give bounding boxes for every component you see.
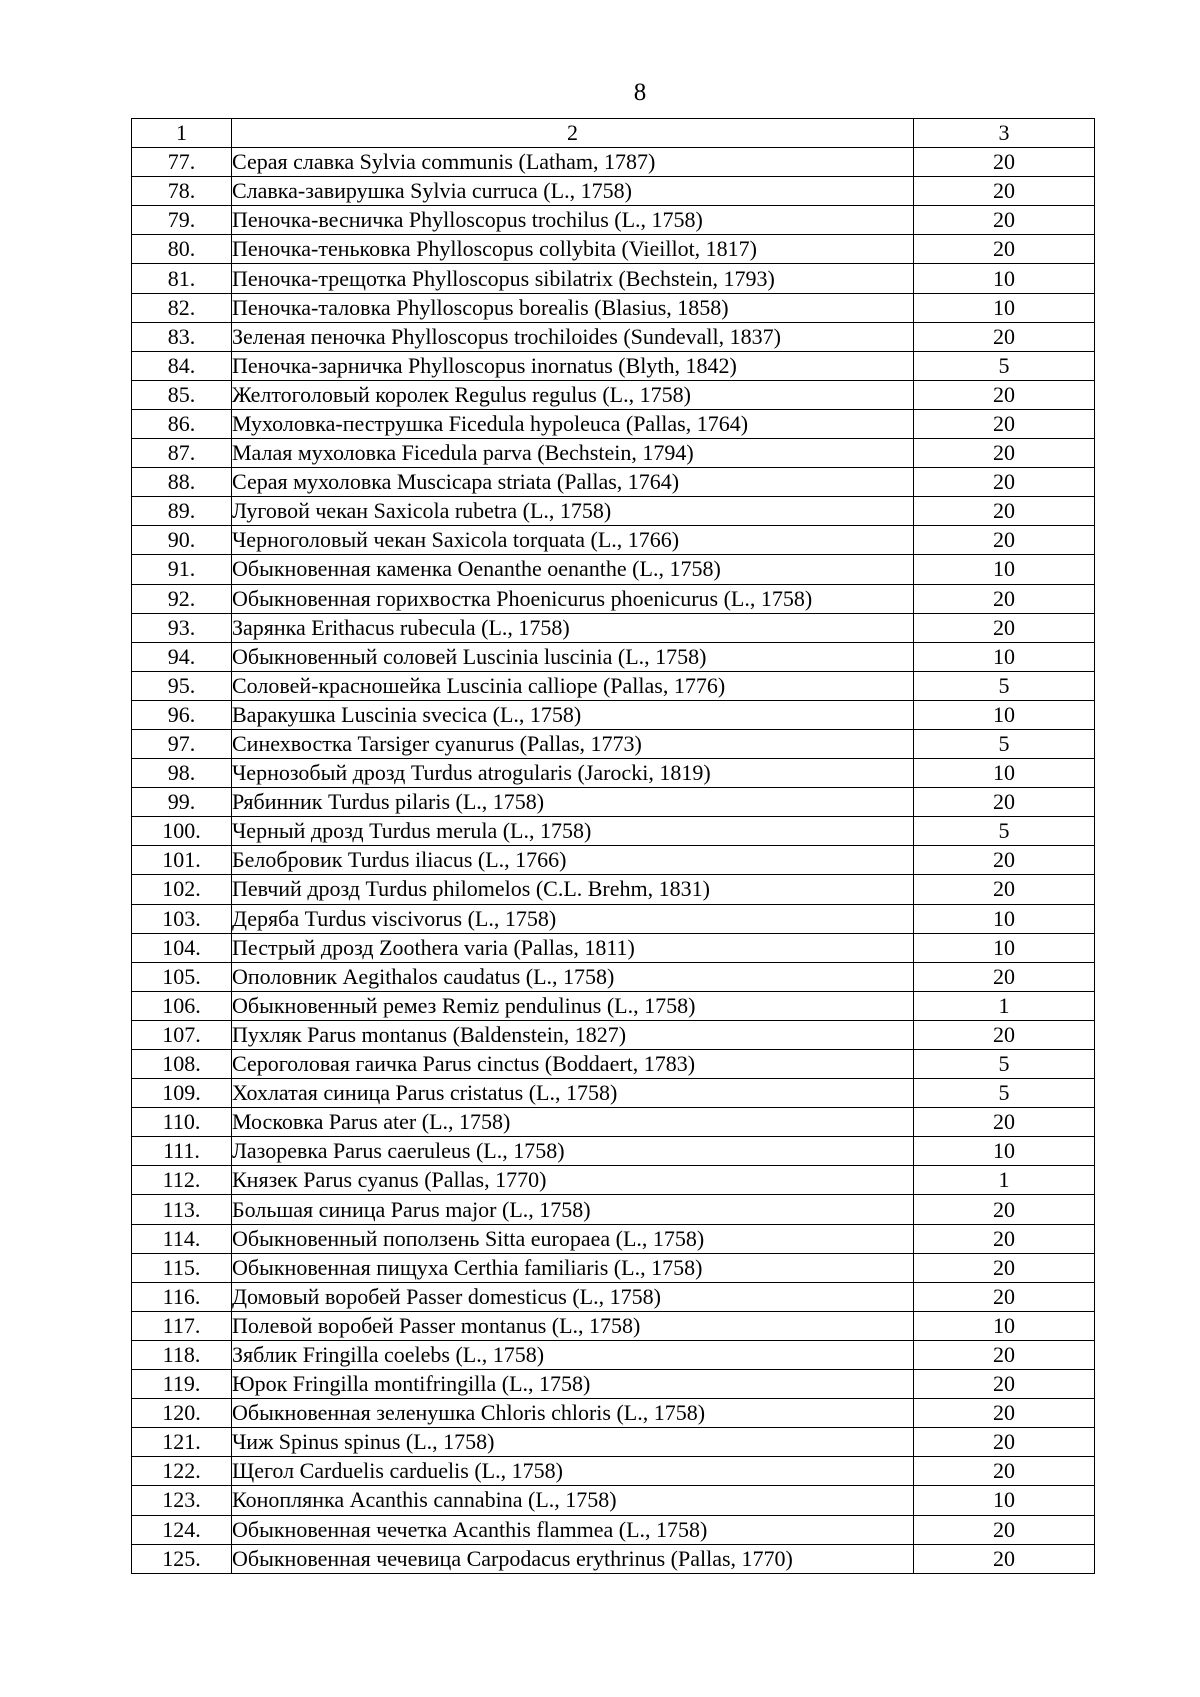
row-number-cell: 94.	[132, 642, 232, 671]
species-name-cell: Князек Parus cyanus (Pallas, 1770)	[232, 1166, 914, 1195]
species-name-cell: Московка Parus ater (L., 1758)	[232, 1108, 914, 1137]
row-number-cell: 122.	[132, 1457, 232, 1486]
row-number-cell: 77.	[132, 148, 232, 177]
table-row	[132, 468, 1095, 497]
value-cell: 20	[914, 497, 1095, 526]
species-name-cell: Пухляк Parus montanus (Baldenstein, 1827)	[232, 1020, 914, 1049]
species-name-cell: Обыкновенный ремез Remiz pendulinus (L., 1758)	[232, 991, 914, 1020]
value-cell: 20	[914, 788, 1095, 817]
row-number-cell: 115.	[132, 1253, 232, 1282]
table-row	[132, 1282, 1095, 1311]
header-cell-name: 2	[232, 119, 914, 148]
row-number-cell: 83.	[132, 322, 232, 351]
value-cell: 5	[914, 671, 1095, 700]
table-row	[132, 1370, 1095, 1399]
row-number-cell: 116.	[132, 1282, 232, 1311]
table-row	[132, 1195, 1095, 1224]
species-name-cell: Лазоревка Parus caeruleus (L., 1758)	[232, 1137, 914, 1166]
row-number-cell: 98.	[132, 759, 232, 788]
value-cell: 20	[914, 380, 1095, 409]
table-row	[132, 322, 1095, 351]
species-name-cell: Белобровик Turdus iliacus (L., 1766)	[232, 846, 914, 875]
table-row	[132, 700, 1095, 729]
species-name-cell: Обыкновенный соловей Luscinia luscinia (L., 1758)	[232, 642, 914, 671]
species-name-cell: Ополовник Aegithalos caudatus (L., 1758)	[232, 962, 914, 991]
species-name-cell: Луговой чекан Saxicola rubetra (L., 1758)	[232, 497, 914, 526]
table-row	[132, 642, 1095, 671]
value-cell: 20	[914, 322, 1095, 351]
value-cell: 20	[914, 613, 1095, 642]
row-number-cell: 105.	[132, 962, 232, 991]
value-cell: 10	[914, 1137, 1095, 1166]
row-number-cell: 117.	[132, 1311, 232, 1340]
species-name-cell: Обыкновенная чечетка Acanthis flammea (L., 1758)	[232, 1515, 914, 1544]
row-number-cell: 90.	[132, 526, 232, 555]
table-row	[132, 1311, 1095, 1340]
value-cell: 20	[914, 1195, 1095, 1224]
table-row	[132, 729, 1095, 758]
row-number-cell: 102.	[132, 875, 232, 904]
table-row	[132, 380, 1095, 409]
species-name-cell: Пеночка-трещотка Phylloscopus sibilatrix (Bechstein, 1793)	[232, 264, 914, 293]
table-row	[132, 1224, 1095, 1253]
row-number-cell: 92.	[132, 584, 232, 613]
value-cell: 20	[914, 526, 1095, 555]
species-name-cell: Щегол Carduelis carduelis (L., 1758)	[232, 1457, 914, 1486]
species-name-cell: Чиж Spinus spinus (L., 1758)	[232, 1428, 914, 1457]
row-number-cell: 95.	[132, 671, 232, 700]
row-number-cell: 104.	[132, 933, 232, 962]
value-cell: 20	[914, 1340, 1095, 1369]
value-cell: 20	[914, 1224, 1095, 1253]
table-row	[132, 1486, 1095, 1515]
species-name-cell: Мухоловка-пеструшка Ficedula hypoleuca (Pallas, 1764)	[232, 409, 914, 438]
value-cell: 20	[914, 1282, 1095, 1311]
species-name-cell: Варакушка Luscinia svecica (L., 1758)	[232, 700, 914, 729]
species-name-cell: Соловей-красношейка Luscinia calliope (Pallas, 1776)	[232, 671, 914, 700]
value-cell: 10	[914, 264, 1095, 293]
species-name-cell: Обыкновенная зеленушка Chloris chloris (L., 1758)	[232, 1399, 914, 1428]
row-number-cell: 103.	[132, 904, 232, 933]
row-number-cell: 91.	[132, 555, 232, 584]
row-number-cell: 118.	[132, 1340, 232, 1369]
value-cell: 5	[914, 351, 1095, 380]
table-row	[132, 904, 1095, 933]
value-cell: 20	[914, 1108, 1095, 1137]
value-cell: 10	[914, 1311, 1095, 1340]
table-row	[132, 846, 1095, 875]
row-number-cell: 97.	[132, 729, 232, 758]
row-number-cell: 119.	[132, 1370, 232, 1399]
row-number-cell: 80.	[132, 235, 232, 264]
row-number-cell: 112.	[132, 1166, 232, 1195]
row-number-cell: 88.	[132, 468, 232, 497]
value-cell: 20	[914, 875, 1095, 904]
table-row	[132, 439, 1095, 468]
row-number-cell: 114.	[132, 1224, 232, 1253]
table-row	[132, 1544, 1095, 1573]
species-name-cell: Пеночка-весничка Phylloscopus trochilus (L., 1758)	[232, 206, 914, 235]
value-cell: 20	[914, 1457, 1095, 1486]
value-cell: 10	[914, 700, 1095, 729]
table-row	[132, 817, 1095, 846]
value-cell: 20	[914, 1399, 1095, 1428]
table-row	[132, 235, 1095, 264]
table-body	[132, 119, 1095, 1574]
value-cell: 20	[914, 1020, 1095, 1049]
value-cell: 20	[914, 468, 1095, 497]
row-number-cell: 120.	[132, 1399, 232, 1428]
species-name-cell: Пестрый дрозд Zoothera varia (Pallas, 1811)	[232, 933, 914, 962]
species-name-cell: Сероголовая гаичка Parus cinctus (Boddaert, 1783)	[232, 1050, 914, 1079]
row-number-cell: 109.	[132, 1079, 232, 1108]
value-cell: 20	[914, 148, 1095, 177]
table-row	[132, 526, 1095, 555]
value-cell: 20	[914, 1515, 1095, 1544]
header-cell-value: 3	[914, 119, 1095, 148]
table-row	[132, 177, 1095, 206]
table-row	[132, 613, 1095, 642]
value-cell: 20	[914, 584, 1095, 613]
table-row	[132, 264, 1095, 293]
table-row	[132, 1515, 1095, 1544]
species-name-cell: Рябинник Turdus pilaris (L., 1758)	[232, 788, 914, 817]
table-row	[132, 788, 1095, 817]
species-name-cell: Черноголовый чекан Saxicola torquata (L., 1766)	[232, 526, 914, 555]
species-name-cell: Обыкновенная горихвостка Phoenicurus phoenicurus (L., 1758)	[232, 584, 914, 613]
table-row	[132, 759, 1095, 788]
species-name-cell: Желтоголовый королек Regulus regulus (L., 1758)	[232, 380, 914, 409]
table-row	[132, 962, 1095, 991]
row-number-cell: 107.	[132, 1020, 232, 1049]
value-cell: 10	[914, 904, 1095, 933]
table-row	[132, 1079, 1095, 1108]
species-name-cell: Славка-завирушка Sylvia curruca (L., 1758)	[232, 177, 914, 206]
species-table	[131, 118, 1095, 1574]
species-name-cell: Хохлатая синица Parus cristatus (L., 1758)	[232, 1079, 914, 1108]
row-number-cell: 123.	[132, 1486, 232, 1515]
table-row	[132, 1108, 1095, 1137]
row-number-cell: 85.	[132, 380, 232, 409]
value-cell: 5	[914, 1079, 1095, 1108]
species-name-cell: Обыкновенная пищуха Certhia familiaris (L., 1758)	[232, 1253, 914, 1282]
species-name-cell: Обыкновенная каменка Oenanthe oenanthe (L., 1758)	[232, 555, 914, 584]
value-cell: 5	[914, 817, 1095, 846]
value-cell: 10	[914, 1486, 1095, 1515]
row-number-cell: 99.	[132, 788, 232, 817]
species-name-cell: Пеночка-теньковка Phylloscopus collybita (Vieillot, 1817)	[232, 235, 914, 264]
value-cell: 20	[914, 439, 1095, 468]
header-cell-number: 1	[132, 119, 232, 148]
row-number-cell: 111.	[132, 1137, 232, 1166]
row-number-cell: 84.	[132, 351, 232, 380]
table-row	[132, 1137, 1095, 1166]
species-name-cell: Серая славка Sylvia communis (Latham, 1787)	[232, 148, 914, 177]
species-name-cell: Черный дрозд Turdus merula (L., 1758)	[232, 817, 914, 846]
species-name-cell: Зеленая пеночка Phylloscopus trochiloides (Sundevall, 1837)	[232, 322, 914, 351]
table-row	[132, 1457, 1095, 1486]
value-cell: 10	[914, 933, 1095, 962]
page-number: 8	[633, 79, 647, 106]
row-number-cell: 121.	[132, 1428, 232, 1457]
table-row	[132, 1166, 1095, 1195]
value-cell: 20	[914, 1253, 1095, 1282]
value-cell: 10	[914, 759, 1095, 788]
species-name-cell: Пеночка-таловка Phylloscopus borealis (Blasius, 1858)	[232, 293, 914, 322]
row-number-cell: 78.	[132, 177, 232, 206]
value-cell: 20	[914, 206, 1095, 235]
species-name-cell: Полевой воробей Passer montanus (L., 1758)	[232, 1311, 914, 1340]
value-cell: 20	[914, 235, 1095, 264]
table-row	[132, 1050, 1095, 1079]
species-name-cell: Зяблик Fringilla coelebs (L., 1758)	[232, 1340, 914, 1369]
row-number-cell: 110.	[132, 1108, 232, 1137]
row-number-cell: 125.	[132, 1544, 232, 1573]
value-cell: 20	[914, 962, 1095, 991]
value-cell: 10	[914, 555, 1095, 584]
value-cell: 20	[914, 177, 1095, 206]
species-name-cell: Домовый воробей Passer domesticus (L., 1758)	[232, 1282, 914, 1311]
row-number-cell: 82.	[132, 293, 232, 322]
species-name-cell: Большая синица Parus major (L., 1758)	[232, 1195, 914, 1224]
table-row	[132, 584, 1095, 613]
table-row	[132, 991, 1095, 1020]
row-number-cell: 100.	[132, 817, 232, 846]
species-name-cell: Юрок Fringilla montifringilla (L., 1758)	[232, 1370, 914, 1399]
table-row	[132, 555, 1095, 584]
row-number-cell: 89.	[132, 497, 232, 526]
table-row	[132, 409, 1095, 438]
value-cell: 5	[914, 729, 1095, 758]
species-name-cell: Пеночка-зарничка Phylloscopus inornatus (Blyth, 1842)	[232, 351, 914, 380]
value-cell: 20	[914, 1370, 1095, 1399]
row-number-cell: 101.	[132, 846, 232, 875]
table-row	[132, 351, 1095, 380]
row-number-cell: 108.	[132, 1050, 232, 1079]
row-number-cell: 96.	[132, 700, 232, 729]
value-cell: 1	[914, 1166, 1095, 1195]
row-number-cell: 124.	[132, 1515, 232, 1544]
row-number-cell: 81.	[132, 264, 232, 293]
row-number-cell: 86.	[132, 409, 232, 438]
table-row	[132, 1428, 1095, 1457]
species-name-cell: Серая мухоловка Muscicapa striata (Pallas, 1764)	[232, 468, 914, 497]
table-row	[132, 1020, 1095, 1049]
row-number-cell: 106.	[132, 991, 232, 1020]
species-name-cell: Деряба Turdus viscivorus (L., 1758)	[232, 904, 914, 933]
table-row	[132, 148, 1095, 177]
row-number-cell: 93.	[132, 613, 232, 642]
table-header-row	[132, 119, 1095, 148]
species-name-cell: Зарянка Erithacus rubecula (L., 1758)	[232, 613, 914, 642]
table-row	[132, 875, 1095, 904]
table-row	[132, 1399, 1095, 1428]
value-cell: 20	[914, 1544, 1095, 1573]
value-cell: 5	[914, 1050, 1095, 1079]
table-row	[132, 293, 1095, 322]
species-name-cell: Малая мухоловка Ficedula parva (Bechstein, 1794)	[232, 439, 914, 468]
value-cell: 20	[914, 1428, 1095, 1457]
species-name-cell: Певчий дрозд Turdus philomelos (C.L. Brehm, 1831)	[232, 875, 914, 904]
table-row	[132, 1340, 1095, 1369]
value-cell: 1	[914, 991, 1095, 1020]
table-row	[132, 497, 1095, 526]
species-name-cell: Обыкновенная чечевица Carpodacus erythrinus (Pallas, 1770)	[232, 1544, 914, 1573]
table-row	[132, 206, 1095, 235]
value-cell: 10	[914, 293, 1095, 322]
row-number-cell: 87.	[132, 439, 232, 468]
row-number-cell: 113.	[132, 1195, 232, 1224]
value-cell: 20	[914, 409, 1095, 438]
species-name-cell: Синехвостка Tarsiger cyanurus (Pallas, 1773)	[232, 729, 914, 758]
table-row	[132, 1253, 1095, 1282]
value-cell: 20	[914, 846, 1095, 875]
table-row	[132, 671, 1095, 700]
value-cell: 10	[914, 642, 1095, 671]
species-name-cell: Чернозобый дрозд Turdus atrogularis (Jarocki, 1819)	[232, 759, 914, 788]
row-number-cell: 79.	[132, 206, 232, 235]
table-row	[132, 933, 1095, 962]
species-name-cell: Коноплянка Acanthis cannabina (L., 1758)	[232, 1486, 914, 1515]
species-name-cell: Обыкновенный поползень Sitta europaea (L., 1758)	[232, 1224, 914, 1253]
